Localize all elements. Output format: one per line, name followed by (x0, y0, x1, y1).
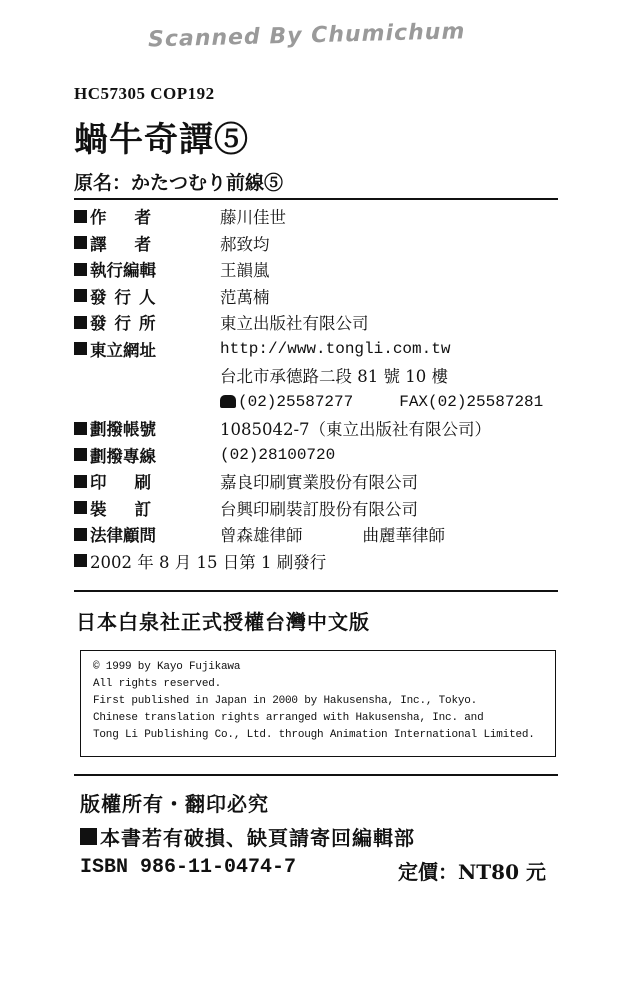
editor-label: 執行編輯 (74, 257, 220, 281)
publisher-person-row (74, 283, 564, 310)
binder-value: 台興印刷裝訂股份有限公司 (220, 499, 418, 519)
website-value: http://www.tongli.com.tw (220, 339, 451, 358)
telephone-icon (220, 395, 236, 408)
bullet-square-icon (80, 828, 97, 845)
phone-value: (02)25587277 (238, 392, 354, 411)
copyright-line: Chinese translation rights arranged with Hakusensha, Inc. and (93, 712, 484, 724)
copyright-line: All rights reserved. (93, 678, 222, 690)
bullet-square-icon (74, 422, 87, 435)
address-value: 台北市承德路二段 81 號 10 樓 (220, 367, 448, 387)
price: 定價：NT80 元 (398, 860, 546, 884)
book-title: 蝸牛奇譚⑤ (74, 120, 249, 160)
copyright-divider (74, 774, 558, 776)
account-label: 劃撥帳號 (74, 416, 220, 440)
bullet-square-icon (74, 263, 87, 276)
original-title: 原名：かたつむり前線⑤ (74, 172, 284, 194)
bullet-square-icon (74, 316, 87, 329)
product-code: HC57305 COP192 (74, 84, 215, 103)
scanner-watermark: Scanned By Chumichum (147, 19, 466, 53)
publisher-value: 東立出版社有限公司 (220, 314, 369, 334)
damage-notice-text: 本書若有破損、缺頁請寄回編輯部 (100, 826, 415, 850)
legal-value-2: 曲麗華律師 (362, 526, 445, 546)
hotline-label: 劃撥專線 (74, 443, 220, 467)
bullet-square-icon (74, 501, 87, 514)
damage-notice (80, 822, 415, 851)
publication-info (74, 203, 564, 574)
binder-label: 裝訂 (74, 496, 220, 520)
binder-row (74, 495, 564, 522)
account-value: 1085042-7（東立出版社有限公司） (220, 420, 492, 440)
bullet-square-icon (74, 448, 87, 461)
author-label: 作者 (74, 204, 220, 228)
publisher-person-value: 范萬楠 (220, 287, 270, 307)
phone-fax-row (74, 389, 564, 416)
date-row (74, 548, 564, 575)
publisher-label: 發行所 (74, 310, 220, 334)
info-divider (74, 590, 558, 592)
author-row (74, 203, 564, 230)
address-row (74, 362, 564, 389)
translator-row (74, 230, 564, 257)
legal-value-1: 曾森雄律師 (220, 526, 303, 546)
bullet-square-icon (74, 554, 87, 567)
legal-row (74, 521, 564, 548)
publication-date: 2002 年 8 月 15 日第 1 刷發行 (90, 552, 327, 572)
fax-value: FAX(02)25587281 (399, 392, 544, 411)
rights-reserved: 版權所有・翻印必究 (80, 792, 269, 816)
author-value: 藤川佳世 (220, 208, 286, 228)
copyright-line: © 1999 by Kayo Fujikawa (93, 661, 241, 673)
printer-label: 印刷 (74, 469, 220, 493)
copyright-line: Tong Li Publishing Co., Ltd. through Animation International Limited. (93, 729, 535, 741)
translator-label: 譯者 (74, 231, 220, 255)
hotline-row (74, 442, 564, 469)
legal-label: 法律顧問 (74, 522, 220, 546)
editor-value: 王韻嵐 (220, 261, 270, 281)
account-row (74, 415, 564, 442)
bullet-square-icon (74, 528, 87, 541)
publisher-person-label: 發行人 (74, 284, 220, 308)
translator-value: 郝致均 (220, 234, 270, 254)
bullet-square-icon (74, 289, 87, 302)
isbn: ISBN 986-11-0474-7 (80, 856, 297, 879)
website-label: 東立網址 (74, 337, 220, 361)
bullet-square-icon (74, 342, 87, 355)
authorization-notice: 日本白泉社正式授權台灣中文版 (76, 610, 370, 634)
website-row (74, 336, 564, 363)
title-divider (74, 198, 558, 200)
bullet-square-icon (74, 475, 87, 488)
copyright-line: First published in Japan in 2000 by Hakusensha, Inc., Tokyo. (93, 695, 478, 707)
copyright-box (80, 650, 556, 757)
hotline-value: (02)28100720 (220, 445, 336, 464)
bullet-square-icon (74, 236, 87, 249)
printer-value: 嘉良印刷實業股份有限公司 (220, 473, 418, 493)
bullet-square-icon (74, 210, 87, 223)
printer-row (74, 468, 564, 495)
editor-row (74, 256, 564, 283)
publisher-row (74, 309, 564, 336)
